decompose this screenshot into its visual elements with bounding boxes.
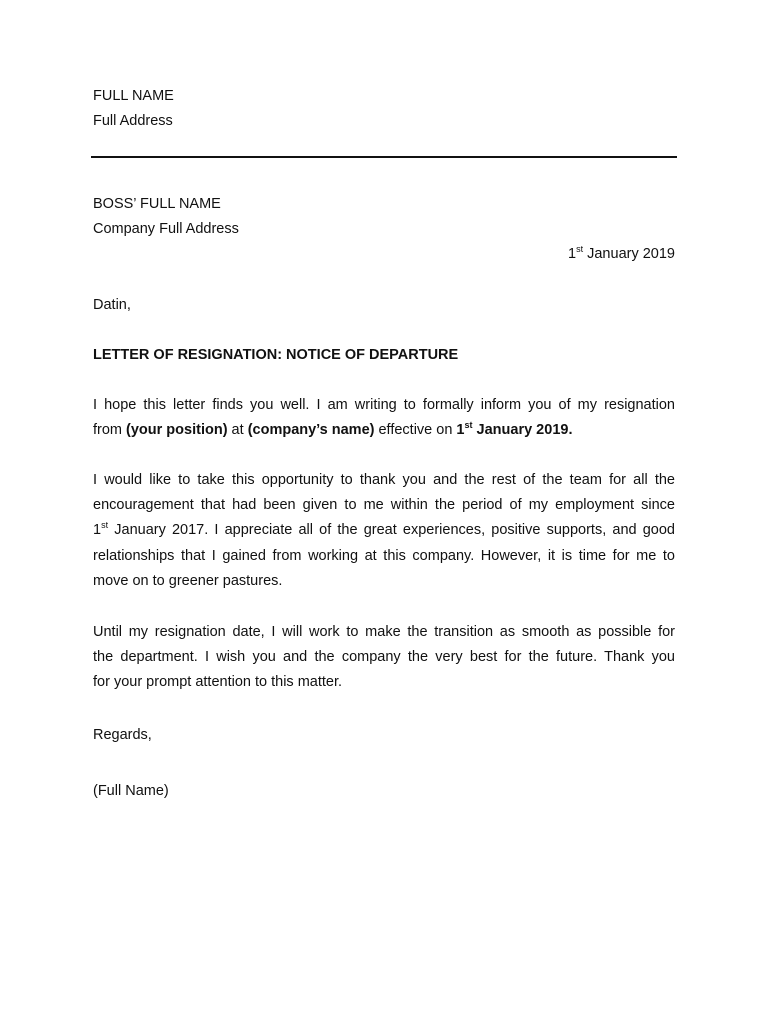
letter-date: 1st January 2019 — [568, 244, 675, 262]
recipient-address: Company Full Address — [93, 221, 239, 237]
sender-name: FULL NAME — [93, 88, 174, 104]
salutation: Datin, — [93, 297, 131, 313]
signature-name: (Full Name) — [93, 783, 169, 799]
paragraph-transition: Until my resignation date, I will work to make the transition as smooth as possible for the department. I wish you and the company the very best for the future. Thank you for your prompt attention to this matter. — [93, 624, 675, 691]
subject-line: LETTER OF RESIGNATION: NOTICE OF DEPARTURE — [93, 347, 459, 363]
header-divider — [91, 156, 677, 158]
closing: Regards, — [93, 727, 152, 743]
paragraph-intro: I hope this letter finds you well. I am writing to formally inform you of my resignation from (your position) at (company’s name) effective on 1st January 2019. — [93, 397, 675, 439]
paragraph-thanks: I would like to take this opportunity to thank you and the rest of the team for all the encouragement that had been given to me within the period of my employment since 1st January 2017. I appreciate all of the great experiences, positive supports, and good relationships that I gained from working at this company. However, it is time for me to move on to greener pastures. — [93, 472, 675, 589]
sender-address: Full Address — [93, 113, 173, 129]
recipient-name: BOSS’ FULL NAME — [93, 196, 221, 212]
